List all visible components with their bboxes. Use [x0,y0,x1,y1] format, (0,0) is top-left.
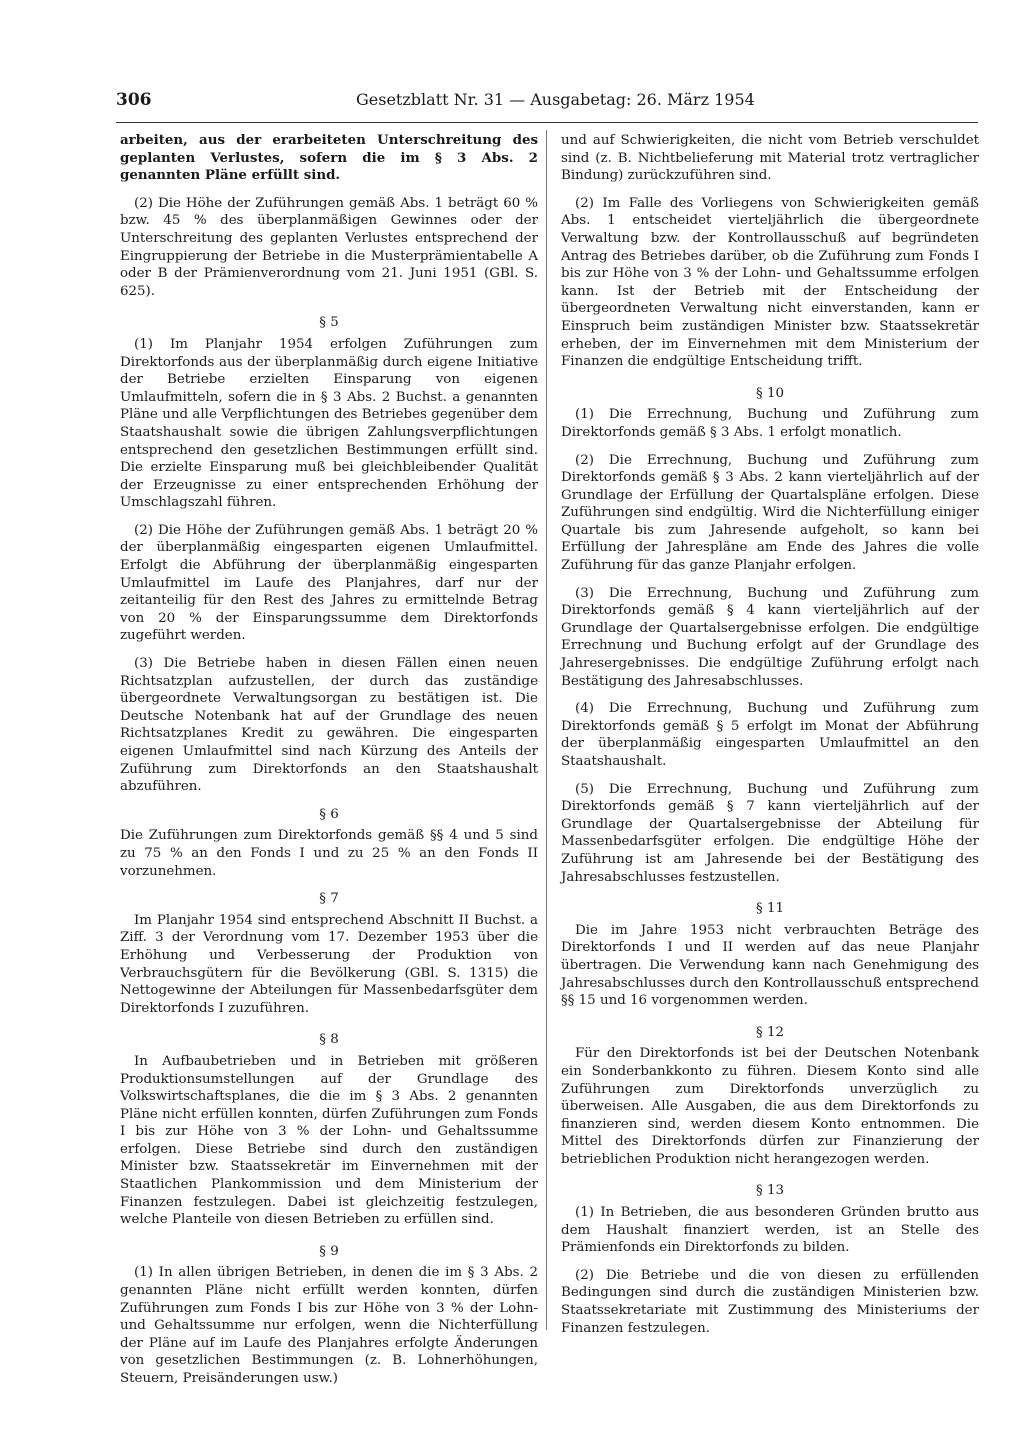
section-heading: § 12 [756,1024,784,1040]
paragraph: Für den Direktorfonds ist bei der Deutschen Notenbank ein Sonderbankkonto zu führen. Diesem Konto sind alle Zuführungen zum Direktorfonds unverzüglich zu überweisen. Alle Ausgaben, die aus dem Direktorfonds zu finanzieren sind, werden diesem Konto entnommen. Die Mittel des Direktorfonds dürfen zur Finanzierung der betrieblichen Produktion nicht herangezogen werden. [561,1046,979,1167]
right-column [561,132,979,1347]
column-divider [546,130,547,1330]
paragraph: (1) In Betrieben, die aus besonderen Gründen brutto aus dem Haushalt finanziert werden, ist an Stelle des Prämienfonds ein Direktorfonds zu bilden. [561,1205,979,1256]
paragraph: (4) Die Errechnung, Buchung und Zuführung zum Direktorfonds gemäß § 5 erfolgt im Monat der Abführung der überplanmäßig eingesparten Umlaufmittel an den Staatshaushalt. [561,701,979,769]
paragraph: (1) Die Errechnung, Buchung und Zuführung zum Direktorfonds gemäß § 3 Abs. 1 erfolgt monatlich. [561,407,979,440]
paragraph: Die Zuführungen zum Direktorfonds gemäß §§ 4 und 5 sind zu 75 % an den Fonds I und zu 25 % an den Fonds II vorzunehmen. [120,828,538,879]
paragraph: (1) Im Planjahr 1954 erfolgen Zuführungen zum Direktorfonds aus der überplanmäßig durch eigene Initiative der Betriebe erzielten Einsparung von eigenen Umlaufmitteln, sofern die in § 3 Abs. 2 Buchst. a genannten Pläne und alle Verpflichtungen des Betriebes gegenüber dem Staatshaushalt sowie die übrigen Zahlungsverpflichtungen entsprechend den gesetzlichen Bestimmungen erfüllt sind. Die erzielte Einsparung muß bei gleichbleibender Qualität der Erzeugnisse zu einer entsprechenden Erhöhung der Umschlagszahl führen. [120,336,538,511]
page-number: 306 [116,90,152,110]
paragraph: In Aufbaubetrieben und in Betrieben mit größeren Produktionsumstellungen auf der Grundlage des Volkswirtschaftsplanes, die die im § 3 Abs. 2 genannten Pläne nicht erfüllen konnten, dürfen Zuführungen zum Fonds I bis zur Höhe von 3 % der Lohn- und Gehaltssumme erfolgen. Diese Betriebe sind durch den zuständigen Minister bzw. Staatssekretär im Einvernehmen mit der Staatlichen Plankommission und dem Ministerium der Finanzen festzulegen. Dabei ist gleichzeitig festzulegen, welche Planteile von diesen Betrieben zu erfüllen sind. [120,1053,538,1228]
section-heading: § 10 [756,385,784,401]
paragraph: (2) Die Höhe der Zuführungen gemäß Abs. 1 beträgt 60 % bzw. 45 % des überplanmäßigen Gewinnes oder der Unterschreitung des geplanten Verlustes entsprechend der Eingruppierung der Betriebe in die Musterprämientabelle A oder B der Prämienverordnung vom 21. Juni 1951 (GBl. S. 625). [120,195,538,299]
paragraph: (3) Die Errechnung, Buchung und Zuführung zum Direktorfonds gemäß § 4 kann vierteljährlich auf der Grundlage der Quartalsergebnisse erfolgen. Die endgültige Errechnung und Buchung erfolgt auf der Grundlage des Jahresergebnisses. Die endgültige Zuführung erfolgt nach Bestätigung des Jahresabschlusses. [561,585,979,689]
paragraph: (3) Die Betriebe haben in diesen Fällen einen neuen Richtsatzplan aufzustellen, der durch das zuständige übergeordnete Verwaltungsorgan zu bestätigen ist. Die Deutsche Notenbank hat auf der Grundlage des neuen Richtsatzplanes Kredit zu gewähren. Die eingesparten eigenen Umlaufmittel sind nach Kürzung des Anteils der Zuführung zum Direktorfonds an den Staatshaushalt abzuführen. [120,656,538,795]
page-header [116,90,980,118]
header-rule [116,122,978,123]
paragraph: (2) Die Höhe der Zuführungen gemäß Abs. 1 beträgt 20 % der überplanmäßig eingesparten eigenen Umlaufmittel. Erfolgt die Abführung der überplanmäßig eingesparten Umlaufmittel im Laufe des Planjahres, darf nur der zeitanteilig für den Rest des Jahres zu ermittelnde Betrag von 20 % der Einsparungssumme dem Direktorfonds zugeführt werden. [120,522,538,644]
left-column [120,132,538,1398]
paragraph: Die im Jahre 1953 nicht verbrauchten Beträge des Direktorfonds I und II werden auf das neue Planjahr übertragen. Die Verwendung kann nach Genehmigung des Jahresabschlusses durch den Kontrollausschuß entsprechend §§ 15 und 16 vorgenommen werden. [561,922,979,1009]
paragraph: (2) Die Betriebe und die von diesen zu erfüllenden Bedingungen sind durch die zuständigen Ministerien bzw. Staatssekretariate mit Zustimmung des Ministeriums der Finanzen festzulegen. [561,1267,979,1336]
paragraph: arbeiten, aus der erarbeiteten Unterschreitung des geplanten Verlustes, sofern die im § 3 Abs. 2 genannten Pläne erfüllt sind. [120,132,538,184]
section-heading: § 5 [319,315,339,331]
paragraph: und auf Schwierigkeiten, die nicht vom Betrieb verschuldet sind (z. B. Nichtbelieferung mit Material trotz vertraglicher Bindung) zurückzuführen sind. [561,133,979,184]
section-heading: § 6 [319,806,339,822]
section-heading: § 8 [319,1032,339,1048]
gazette-title: Gesetzblatt Nr. 31 — Ausgabetag: 26. März 1954 [356,90,755,109]
section-heading: § 13 [756,1183,784,1199]
paragraph: (2) Die Errechnung, Buchung und Zuführung zum Direktorfonds gemäß § 3 Abs. 2 kann vierteljährlich auf der Grundlage der Erfüllung der Quartalspläne erfolgen. Diese Zuführungen sind endgültig. Wird die Nichterfüllung einiger Quartale bis zum Jahresende aufgeholt, so kann bei Erfüllung der Jahrespläne am Ende des Jahres die volle Zuführung für das ganze Planjahr erfolgen. [561,452,979,574]
section-heading: § 7 [319,891,339,907]
paragraph: (1) In allen übrigen Betrieben, in denen die im § 3 Abs. 2 genannten Pläne nicht erfüllt werden konnten, dürfen Zuführungen zum Fonds I bis zur Höhe von 3 % der Lohn- und Gehaltssumme nur erfolgen, wenn die Nichterfüllung der Pläne auf im Laufe des Planjahres erfolgte Änderungen von gesetzlichen Bestimmungen (z. B. Lohnerhöhungen, Steuern, Preisänderungen usw.) [120,1265,538,1386]
paragraph: Im Planjahr 1954 sind entsprechend Abschnitt II Buchst. a Ziff. 3 der Verordnung vom 17. Dezember 1953 über die Erhöhung und Verbesserung der Produktion von Verbrauchsgütern für die Bevölkerung (GBl. S. 1315) die Nettogewinne der Abteilungen für Massenbedarfsgüter dem Direktorfonds I zuzuführen. [120,912,538,1016]
paragraph: (2) Im Falle des Vorliegens von Schwierigkeiten gemäß Abs. 1 entscheidet vierteljährlich die übergeordnete Verwaltung bzw. der Kontrollausschuß auf begründeten Antrag des Betriebes darüber, ob die Zuführung zum Fonds I bis zur Höhe von 3 % der Lohn- und Gehaltssumme erfolgen kann. Ist der Betrieb mit der Entscheidung der übergeordneten Verwaltung nicht einverstanden, kann er Einspruch beim zuständigen Minister bzw. Staatssekretär erheben, der im Einvernehmen mit dem Ministerium der Finanzen die endgültige Entscheidung trifft. [561,195,979,370]
section-heading: § 11 [756,901,784,917]
paragraph: (5) Die Errechnung, Buchung und Zuführung zum Direktorfonds gemäß § 7 kann vierteljährlich auf der Grundlage der Quartalsergebnisse der Abteilung für Massenbedarfsgüter erfolgen. Die endgültige Höhe der Zuführung ist am Jahresende bei der Bestätigung des Jahresabschlusses festzustellen. [561,781,979,885]
section-heading: § 9 [319,1243,339,1259]
